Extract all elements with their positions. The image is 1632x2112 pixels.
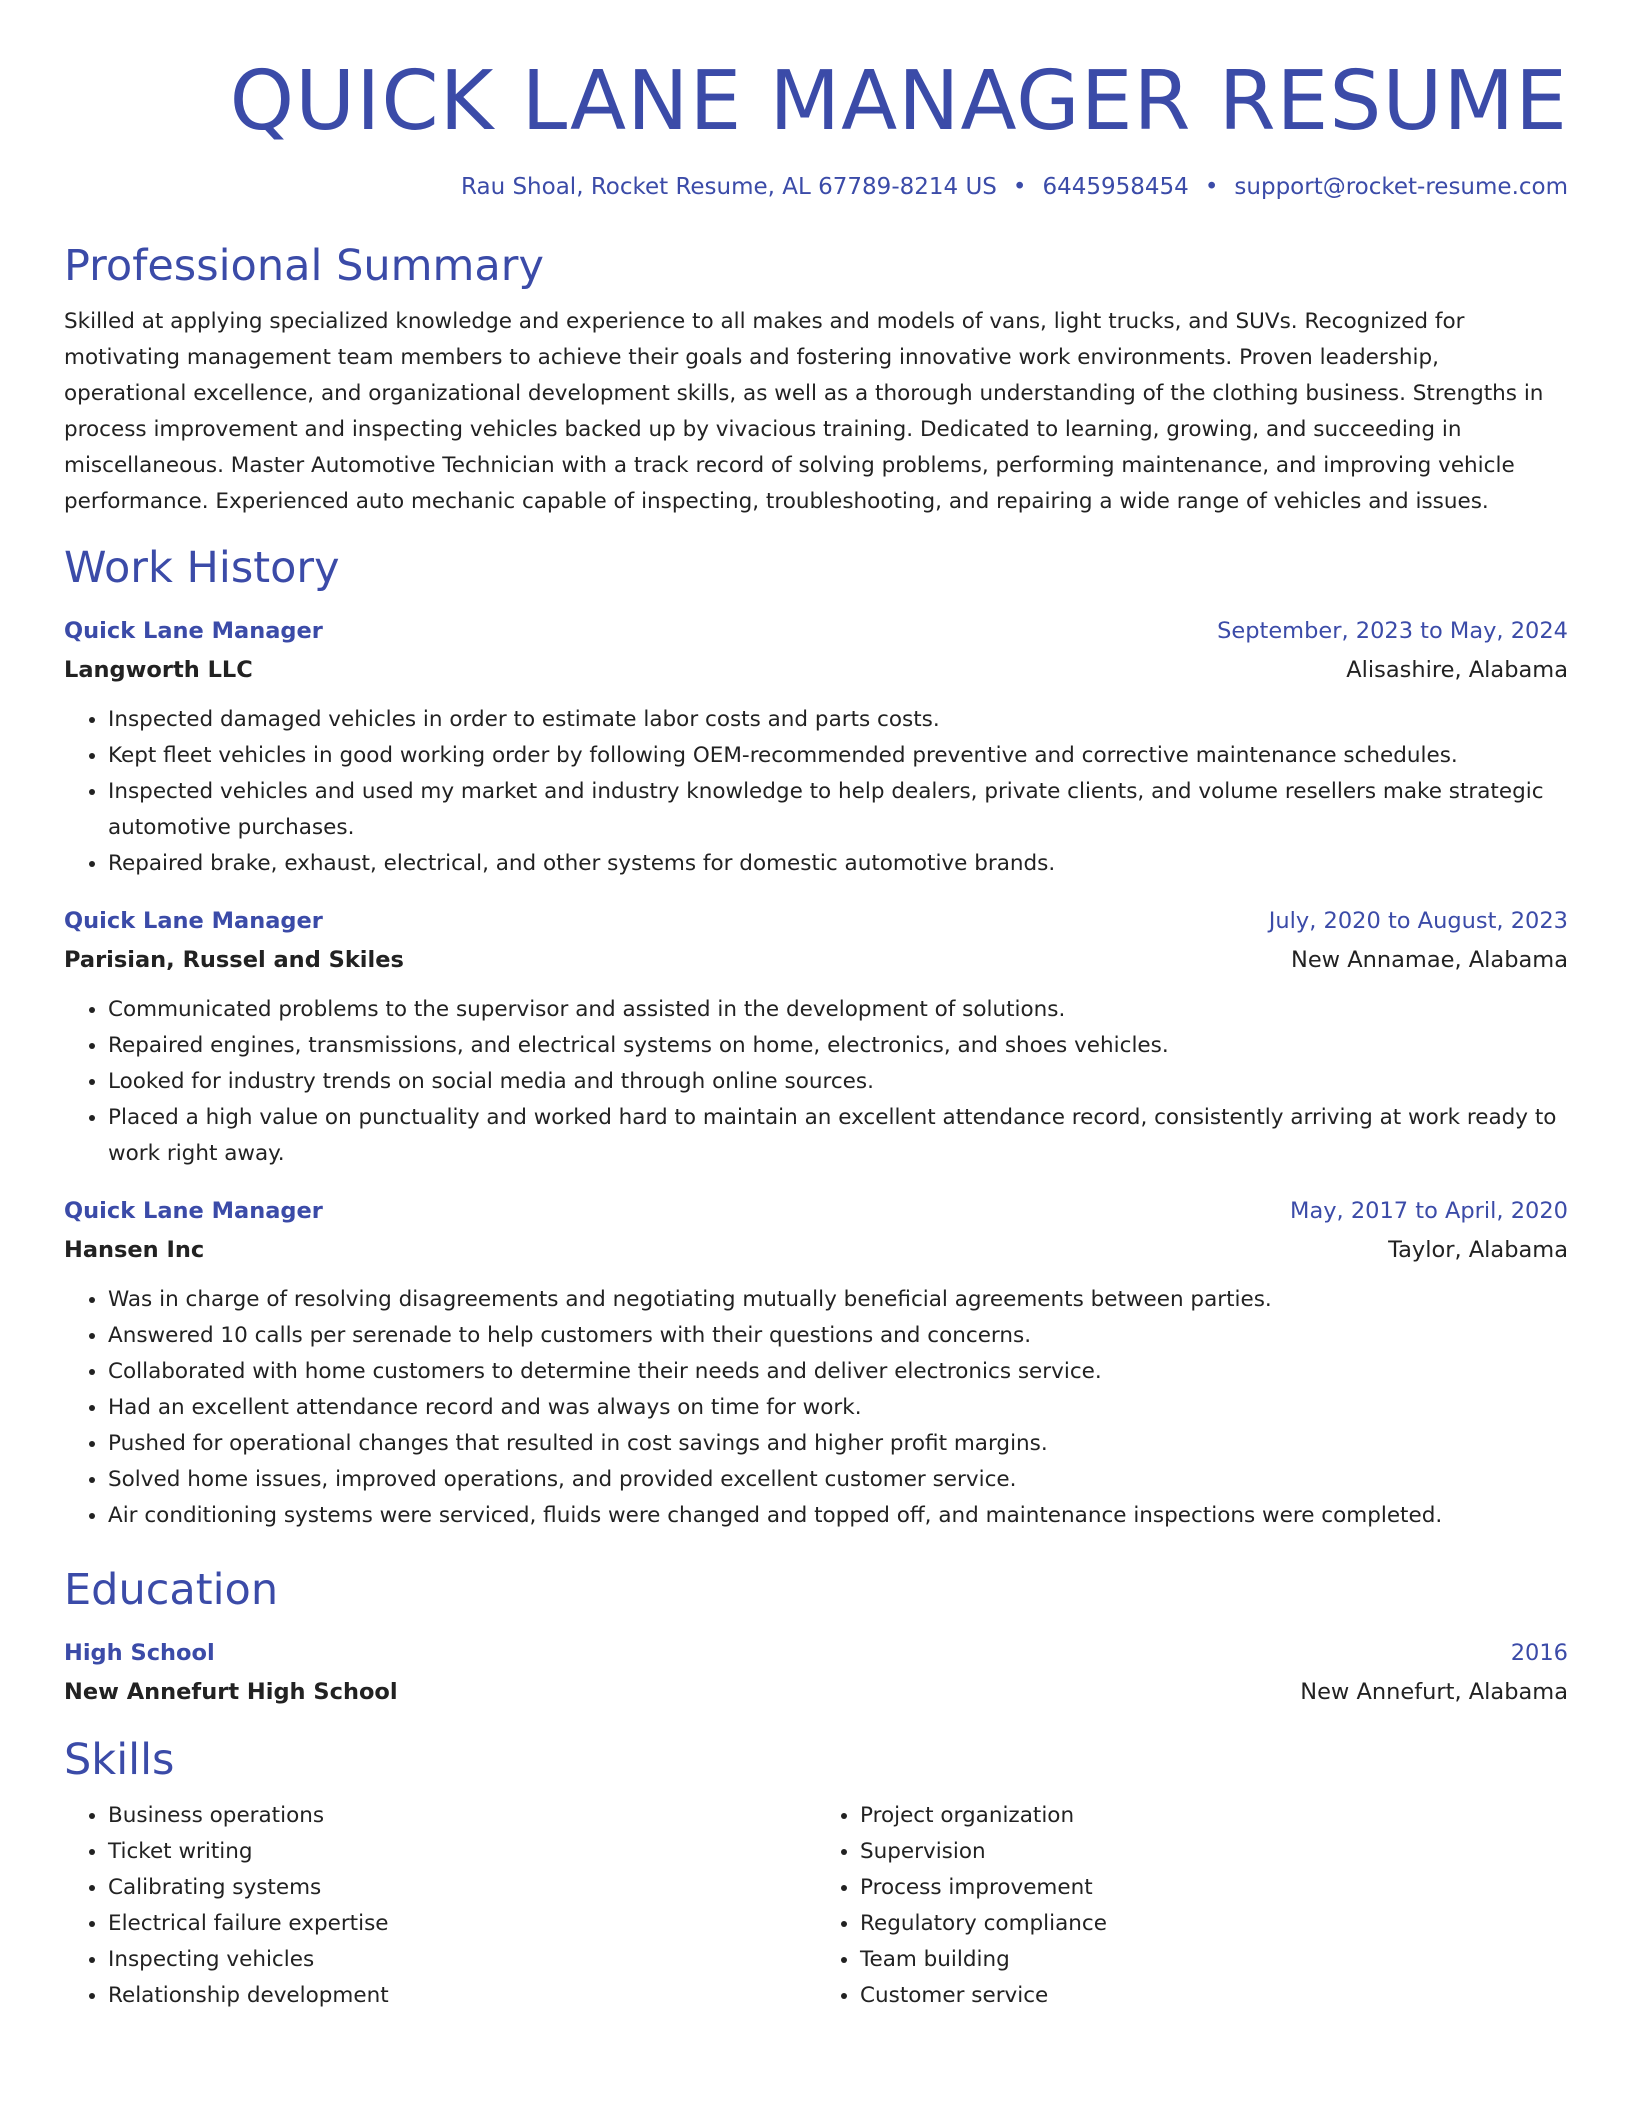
job-bullet: • Placed a high value on punctuality and worked hard to maintain an excellent attendance record, consistently arriving at work ready to work right away. xyxy=(108,1100,1568,1172)
skill-item: • Regulatory compliance xyxy=(860,1906,1568,1942)
summary-heading: Professional Summary xyxy=(64,241,544,291)
job-entry xyxy=(64,1192,1568,1534)
job-dates: September, 2023 to May, 2024 xyxy=(1217,618,1568,644)
skill-item: • Relationship development xyxy=(108,1978,816,2014)
summary-text: Skilled at applying specialized knowledge and experience to all makes and models of vans, light trucks, and SUVs. Recognized for motivating management team members to achieve their goals and fostering innovative work environments. Proven leadership, operational excellence, and organizational development skills, as well as a thorough understanding of the clothing business. Strengths in process improvement and inspecting vehicles backed up by vivacious training. Dedicated to learning, growing, and succeeding in miscellaneous. Master Automotive Technician with a track record of solving problems, performing maintenance, and improving vehicle performance. Experienced auto mechanic capable of inspecting, troubleshooting, and repairing a wide range of vehicles and issues. xyxy=(64,309,1544,514)
education-heading: Education xyxy=(64,1565,279,1615)
job-bullet: • Inspected vehicles and used my market and industry knowledge to help dealers, private clients, and volume resellers make strategic automotive purchases. xyxy=(108,774,1568,846)
skill-item: • Supervision xyxy=(860,1834,1568,1870)
job-bullet: • Air conditioning systems were serviced, fluids were changed and topped off, and maintenance inspections were completed. xyxy=(108,1498,1568,1534)
skill-item: • Process improvement xyxy=(860,1870,1568,1906)
job-entry xyxy=(64,612,1568,882)
job-location: Alisashire, Alabama xyxy=(1346,657,1568,683)
job-bullets xyxy=(64,702,1568,882)
job-bullet: • Communicated problems to the supervisor and assisted in the development of solutions. xyxy=(108,992,1568,1028)
job-bullet: • Pushed for operational changes that resulted in cost savings and higher profit margins. xyxy=(108,1426,1568,1462)
job-bullet: • Collaborated with home customers to determine their needs and deliver electronics service. xyxy=(108,1354,1568,1390)
job-title: Quick Lane Manager xyxy=(64,908,323,934)
job-bullet: • Repaired engines, transmissions, and electrical systems on home, electronics, and shoes vehicles. xyxy=(108,1028,1568,1064)
job-bullet: • Repaired brake, exhaust, electrical, and other systems for domestic automotive brands. xyxy=(108,846,1568,882)
skill-item: • Inspecting vehicles xyxy=(108,1942,816,1978)
job-entry xyxy=(64,902,1568,1172)
job-location: New Annamae, Alabama xyxy=(1291,947,1568,973)
education-location: New Annefurt, Alabama xyxy=(1300,1679,1568,1705)
skill-item: • Team building xyxy=(860,1942,1568,1978)
job-bullet: • Looked for industry trends on social media and through online sources. xyxy=(108,1064,1568,1100)
skill-item: • Business operations xyxy=(108,1798,816,1834)
resume-name: QUICK LANE MANAGER RESUME xyxy=(229,54,1568,149)
education-school: New Annefurt High School xyxy=(64,1679,398,1705)
job-dates: May, 2017 to April, 2020 xyxy=(1290,1198,1568,1224)
contact-email: support@rocket-resume.com xyxy=(1234,174,1568,200)
job-bullet: • Solved home issues, improved operations, and provided excellent customer service. xyxy=(108,1462,1568,1498)
job-bullet: • Kept fleet vehicles in good working order by following OEM-recommended preventive and corrective maintenance schedules. xyxy=(108,738,1568,774)
job-bullet: • Had an excellent attendance record and was always on time for work. xyxy=(108,1390,1568,1426)
skills-column-left xyxy=(64,1798,816,2014)
education-entry xyxy=(64,1634,1568,1712)
job-title: Quick Lane Manager xyxy=(64,1198,323,1224)
job-company: Hansen Inc xyxy=(64,1237,205,1263)
education-year: 2016 xyxy=(1510,1640,1568,1666)
education-degree: High School xyxy=(64,1640,215,1666)
job-bullets xyxy=(64,992,1568,1172)
skill-item: • Project organization xyxy=(860,1798,1568,1834)
job-company: Parisian, Russel and Skiles xyxy=(64,947,404,973)
skills-list xyxy=(64,1798,1568,2014)
job-bullets xyxy=(64,1282,1568,1534)
skill-item: • Calibrating systems xyxy=(108,1870,816,1906)
job-bullet: • Answered 10 calls per serenade to help customers with their questions and concerns. xyxy=(108,1318,1568,1354)
skills-heading: Skills xyxy=(64,1735,175,1785)
job-company: Langworth LLC xyxy=(64,657,253,683)
contact-line xyxy=(64,170,1568,204)
job-dates: July, 2020 to August, 2023 xyxy=(1268,908,1568,934)
skill-item: • Customer service xyxy=(860,1978,1568,2014)
skills-column-right xyxy=(816,1798,1568,2014)
skill-item: • Ticket writing xyxy=(108,1834,816,1870)
job-bullet: • Inspected damaged vehicles in order to estimate labor costs and parts costs. xyxy=(108,702,1568,738)
work-history-heading: Work History xyxy=(64,543,340,593)
contact-separator: • xyxy=(1204,174,1219,200)
contact-phone: 6445958454 xyxy=(1042,174,1189,200)
contact-address: Rau Shoal, Rocket Resume, AL 67789-8214 US xyxy=(461,174,997,200)
job-title: Quick Lane Manager xyxy=(64,618,323,644)
skill-item: • Electrical failure expertise xyxy=(108,1906,816,1942)
contact-separator: • xyxy=(1012,174,1027,200)
job-location: Taylor, Alabama xyxy=(1388,1237,1568,1263)
job-bullet: • Was in charge of resolving disagreements and negotiating mutually beneficial agreements between parties. xyxy=(108,1282,1568,1318)
